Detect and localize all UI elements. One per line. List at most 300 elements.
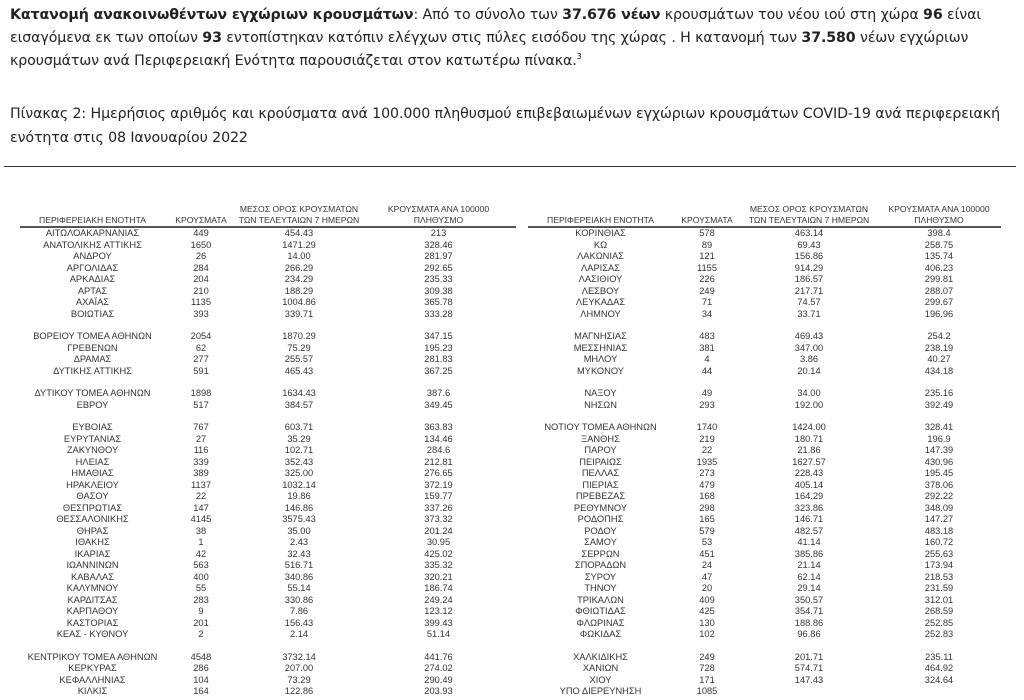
cases-cell: 38	[195, 525, 207, 536]
region-cell: ΠΙΕΡΙΑΣ	[582, 479, 619, 490]
footnote-ref[interactable]: 3	[576, 52, 582, 61]
avg7-cell: 1471.29	[282, 239, 316, 250]
avg7-cell: 1870.29	[282, 331, 316, 341]
cases-cell: 277	[193, 354, 209, 364]
per100k-cell: 274.02	[424, 663, 453, 673]
cases-cell: 1935	[696, 456, 718, 467]
region-cell: ΘΕΣΠΡΩΤΙΑΣ	[62, 502, 123, 513]
intro-bold-lead: Κατανομή ανακοινωθέντων εγχώριων κρουσμάτων	[10, 7, 414, 23]
avg7-cell: 32.43	[287, 548, 311, 559]
per100k-cell: 378.06	[924, 479, 954, 490]
cases-cell: 286	[193, 663, 209, 673]
region-cell: ΛΗΜΝΟΥ	[580, 308, 621, 319]
region-cell: ΜΗΛΟΥ	[583, 354, 618, 364]
per100k-cell: 387.6	[426, 388, 451, 398]
cases-cell: 1135	[191, 297, 211, 307]
table-row	[528, 240, 1001, 252]
table-row	[20, 663, 516, 675]
per100k-cell: 195.45	[924, 468, 954, 478]
cases-cell: 1155	[697, 262, 717, 273]
cases-cell: 34	[701, 308, 713, 319]
table-row	[528, 343, 1001, 355]
avg7-cell: 465.43	[284, 365, 314, 376]
per100k-cell: 238.19	[924, 342, 954, 353]
cases-cell: 104	[193, 674, 209, 685]
table-row	[528, 309, 1001, 321]
table-row	[20, 263, 516, 275]
cases-cell: 164	[193, 686, 209, 696]
cases-cell: 400	[193, 571, 209, 582]
region-cell: ΑΙΤΩΛΟΑΚΑΡΝΑΝΙΑΣ	[45, 228, 140, 238]
avg7-cell: 146.71	[794, 514, 824, 524]
cases-cell: 147	[193, 502, 209, 513]
table-row	[20, 343, 516, 355]
region-cell: ΑΝΔΡΟΥ	[73, 251, 112, 261]
avg7-cell: 454.43	[284, 228, 314, 238]
intro-text: νέων εγχώριων κρουσμάτων ανά Περιφερειακή Ενότητα παρουσιάζεται στον κατωτέρω πίνακα.	[10, 30, 969, 69]
gate-cases: 93	[202, 30, 222, 46]
region-cell: ΚΟΡΙΝΘΙΑΣ	[575, 228, 626, 238]
table-row	[528, 491, 1001, 503]
table-row	[528, 675, 1001, 687]
per100k-cell: 51.14	[426, 629, 451, 639]
avg7-cell: 29.14	[797, 583, 821, 593]
avg7-cell: 217.71	[794, 285, 824, 296]
avg7-cell: 75.29	[287, 342, 311, 353]
cases-cell: 2	[198, 629, 204, 639]
avg7-cell: 35.29	[287, 433, 311, 444]
cases-cell: 47	[701, 571, 713, 582]
table-row	[20, 422, 516, 434]
table-row	[528, 526, 1001, 538]
table-row	[20, 560, 516, 572]
region-cell: ΚΩ	[593, 239, 608, 250]
region-cell: ΠΑΡΟΥ	[584, 445, 617, 455]
table-row	[528, 331, 1001, 343]
region-cell: ΡΟΔΟΥ	[584, 525, 617, 536]
region-cell: ΦΩΚΙΔΑΣ	[579, 629, 622, 639]
avg7-cell: 228.43	[794, 468, 824, 478]
table-row	[20, 434, 516, 446]
avg7-cell: 354.71	[794, 606, 824, 616]
avg7-cell: 350.57	[794, 594, 824, 605]
table-row	[528, 354, 1001, 366]
table-row	[528, 503, 1001, 515]
avg7-cell: 3732.14	[282, 651, 316, 662]
cases-cell: 728	[699, 663, 715, 673]
per100k-cell: 203.93	[424, 686, 453, 696]
cases-cell: 27	[195, 433, 207, 444]
avg7-cell: 188.29	[284, 285, 314, 296]
region-cell: ΧΑΝΙΩΝ	[582, 663, 619, 673]
table-row	[528, 468, 1001, 480]
per100k-cell: 365.78	[424, 297, 453, 307]
cases-cell: 517	[193, 399, 209, 410]
cases-cell: 116	[193, 445, 209, 455]
table-row	[528, 480, 1001, 492]
cases-cell: 249	[699, 651, 715, 662]
region-cell: ΒΟΙΩΤΙΑΣ	[70, 308, 115, 319]
avg7-cell: 1424.00	[792, 422, 826, 432]
avg7-cell: 463.14	[794, 228, 824, 238]
table-row	[528, 286, 1001, 298]
cases-cell: 339	[193, 456, 209, 467]
avg7-cell: 180.71	[794, 433, 824, 444]
cases-cell: 449	[193, 228, 209, 238]
divider	[4, 166, 1016, 167]
table-row	[20, 388, 516, 400]
table-row	[528, 228, 1001, 240]
cases-cell: 168	[699, 491, 715, 501]
header-cases: ΚΡΟΥΣΜΑΤΑ	[175, 215, 227, 225]
per100k-cell: 213	[430, 228, 447, 238]
region-cell: ΑΡΤΑΣ	[77, 285, 108, 296]
intro-text: κρουσμάτων του νέου ιού στη χώρα	[660, 7, 924, 23]
table-row	[528, 663, 1001, 675]
table-row	[528, 251, 1001, 263]
cases-cell: 22	[701, 445, 713, 455]
header-region: ΠΕΡΙΦΕΡΕΙΑΚΗ ΕΝΟΤΗΤΑ	[547, 215, 654, 225]
per100k-cell: 434.18	[924, 365, 954, 376]
per100k-cell: 276.65	[424, 468, 453, 478]
per100k-cell: 328.41	[924, 422, 954, 432]
region-cell: ΚΑΣΤΟΡΙΑΣ	[66, 617, 119, 628]
cases-cell: 389	[193, 468, 209, 478]
cases-cell: 273	[699, 468, 715, 478]
cases-cell: 479	[699, 479, 715, 490]
per100k-cell: 333.28	[424, 308, 453, 319]
table-row	[20, 366, 516, 378]
region-cell: ΕΥΡΥΤΑΝΙΑΣ	[63, 433, 122, 444]
region-cell: ΚΙΛΚΙΣ	[77, 686, 108, 696]
table-row	[528, 514, 1001, 526]
table-row	[20, 468, 516, 480]
avg7-cell: 33.71	[797, 308, 821, 319]
avg7-cell: 74.57	[797, 297, 821, 307]
table-row	[528, 434, 1001, 446]
cases-cell: 1740	[696, 422, 718, 432]
table-row	[528, 400, 1001, 412]
per100k-cell: 147.39	[924, 445, 954, 455]
table-row	[528, 549, 1001, 561]
region-cell: ΚΑΒΑΛΑΣ	[71, 571, 114, 582]
table-caption: Πίνακας 2: Ημερήσιος αριθμός και κρούσματα ανά 100.000 πληθυσμού επιβεβαιωμένων εγχώριων κρουσμάτων COVID-19 ανά περιφερειακή ενότητα στις 08 Ιανουαρίου 2022	[10, 106, 1000, 146]
region-cell: ΕΥΒΟΙΑΣ	[72, 422, 113, 432]
per100k-cell: 373.32	[424, 514, 453, 524]
region-cell: ΠΡΕΒΕΖΑΣ	[575, 491, 626, 501]
avg7-cell: 469.43	[794, 331, 824, 341]
per100k-cell: 212.81	[424, 456, 453, 467]
intro-text: : Από το σύνολο των	[413, 7, 563, 23]
cases-cell: 579	[699, 525, 715, 536]
avg7-cell: 146.86	[284, 502, 314, 513]
table-header	[20, 196, 516, 228]
table-row	[528, 297, 1001, 309]
region-cell: ΑΧΑΪΑΣ	[75, 297, 110, 307]
per100k-cell: 372.19	[424, 479, 453, 490]
cases-cell: 578	[699, 228, 715, 238]
cases-cell: 53	[701, 537, 713, 547]
per100k-cell: 406.23	[924, 262, 954, 273]
cases-cell: 204	[193, 274, 209, 284]
header-per100k: ΚΡΟΥΣΜΑΤΑ ΑΝΑ 100000 ΠΛΗΘΥΣΜΟ	[888, 204, 990, 225]
region-cell: ΔΥΤΙΚΗΣ ΑΤΤΙΚΗΣ	[53, 365, 132, 376]
avg7-cell: 3575.43	[282, 514, 316, 524]
avg7-cell: 914.29	[794, 262, 824, 273]
cases-cell: 130	[699, 617, 715, 628]
cases-cell: 226	[699, 274, 715, 284]
avg7-cell: 147.43	[794, 674, 824, 685]
region-cell: ΚΑΛΥΜΝΟΥ	[66, 583, 119, 593]
per100k-cell: 268.59	[924, 606, 954, 616]
cases-cell: 71	[701, 297, 713, 307]
table-row	[20, 514, 516, 526]
header-per100k: ΚΡΟΥΣΜΑΤΑ ΑΝΑ 100000 ΠΛΗΘΥΣΜΟ	[387, 204, 490, 225]
table-row	[20, 286, 516, 298]
avg7-cell: 234.29	[284, 274, 314, 284]
table-row	[528, 537, 1001, 549]
region-cell: ΚΕΡΚΥΡΑΣ	[68, 663, 117, 673]
region-cell: ΒΟΡΕΙΟΥ ΤΟΜΕΑ ΑΘΗΝΩΝ	[33, 331, 152, 341]
cases-cell: 20	[701, 583, 713, 593]
cases-cell: 102	[699, 629, 715, 639]
region-cell: ΛΑΣΙΘΙΟΥ	[578, 274, 623, 284]
cases-cell: 4	[704, 354, 710, 364]
table-row	[20, 652, 516, 664]
region-cell: ΙΘΑΚΗΣ	[75, 537, 110, 547]
region-cell: ΚΕΝΤΡΙΚΟΥ ΤΟΜΕΑ ΑΘΗΝΩΝ	[27, 651, 158, 662]
region-cell: ΚΕΦΑΛΛΗΝΙΑΣ	[59, 674, 126, 685]
cases-cell: 62	[195, 342, 207, 353]
region-cell: ΝΑΞΟΥ	[584, 388, 617, 398]
per100k-cell: 30.95	[426, 537, 451, 547]
avg7-cell: 41.14	[797, 537, 821, 547]
region-cell: ΤΗΝΟΥ	[584, 583, 617, 593]
per100k-cell: 348.09	[924, 502, 954, 513]
table-body	[528, 228, 1001, 698]
region-cell: ΣΑΜΟΥ	[584, 537, 617, 547]
region-cell: ΧΙΟΥ	[589, 674, 612, 685]
per100k-cell: 195.23	[424, 342, 453, 353]
avg7-cell: 2.43	[289, 537, 309, 547]
avg7-cell: 1627.57	[792, 456, 826, 467]
per100k-cell: 288.07	[924, 285, 954, 296]
table-row	[20, 549, 516, 561]
per100k-cell: 40.27	[927, 354, 951, 364]
per100k-cell: 430.96	[924, 456, 954, 467]
avg7-cell: 352.43	[284, 456, 314, 467]
cases-cell: 55	[195, 583, 207, 593]
avg7-cell: 201.71	[794, 651, 824, 662]
region-cell: ΝΗΣΩΝ	[584, 399, 617, 410]
per100k-cell: 135.74	[924, 251, 954, 261]
avg7-cell: 3.86	[799, 354, 819, 364]
intro-paragraph	[10, 4, 1014, 73]
per100k-cell: 196.9	[927, 433, 951, 444]
avg7-cell	[741, 686, 877, 698]
cases-cell: 89	[701, 239, 713, 250]
per100k-cell: 159.77	[424, 491, 453, 501]
table-row	[20, 274, 516, 286]
intro-text: είναι εισαγόμενα εκ των οποίων	[10, 7, 982, 46]
per100k-cell: 231.59	[924, 583, 954, 593]
per100k-cell: 252.83	[924, 629, 954, 639]
per100k-cell: 147.27	[924, 514, 954, 524]
region-cell: ΣΥΡΟΥ	[584, 571, 617, 582]
table-row	[528, 618, 1001, 630]
avg7-cell: 266.29	[284, 262, 314, 273]
per100k-cell: 309.38	[424, 285, 453, 296]
region-cell: ΔΥΤΙΚΟΥ ΤΟΜΕΑ ΑΘΗΝΩΝ	[34, 388, 151, 398]
avg7-cell: 20.14	[797, 365, 821, 376]
table-row	[20, 537, 516, 549]
avg7-cell: 603.71	[284, 422, 314, 432]
region-cell: ΓΡΕΒΕΝΩΝ	[67, 342, 118, 353]
table-row	[20, 480, 516, 492]
per100k-cell: 235.16	[924, 388, 954, 398]
total-new-cases: 37.676 νέων	[562, 7, 661, 23]
table-row	[20, 572, 516, 584]
per100k-cell	[877, 686, 1001, 698]
header-avg7: ΜΕΣΟΣ ΟΡΟΣ ΚΡΟΥΣΜΑΤΩΝ ΤΩΝ ΤΕΛΕΥΤΑΙΩΝ 7 ΗΜΕΡΩΝ	[238, 204, 360, 225]
avg7-cell: 384.57	[284, 399, 314, 410]
region-cell: ΔΡΑΜΑΣ	[73, 354, 112, 364]
region-cell: ΜΑΓΝΗΣΙΑΣ	[574, 331, 627, 341]
region-cell: ΚΕΑΣ - ΚΥΘΝΟΥ	[56, 629, 129, 639]
cases-cell: 22	[195, 491, 207, 501]
region-cell: ΜΕΣΣΗΝΙΑΣ	[573, 342, 628, 353]
table-row	[20, 400, 516, 412]
region-cell: ΗΡΑΚΛΕΙΟΥ	[66, 479, 119, 490]
per100k-cell: 254.2	[927, 331, 951, 341]
region-cell: ΠΕΙΡΑΙΩΣ	[579, 456, 622, 467]
cases-cell: 4548	[190, 651, 212, 662]
avg7-cell: 102.71	[284, 445, 314, 455]
cases-cell: 49	[701, 388, 713, 398]
table-header	[528, 196, 1001, 228]
per100k-cell: 398.4	[927, 228, 951, 238]
table-row	[20, 606, 516, 618]
avg7-cell: 1032.14	[282, 479, 316, 490]
table-row	[20, 583, 516, 595]
domestic-cases: 37.580	[801, 30, 856, 46]
avg7-cell: 19.86	[287, 491, 311, 501]
cases-cell: 2054	[190, 331, 212, 341]
cases-cell: 201	[193, 617, 209, 628]
region-cell: ΚΑΡΔΙΤΣΑΣ	[67, 594, 118, 605]
cases-cell: 42	[195, 548, 207, 559]
per100k-cell: 123.12	[424, 606, 453, 616]
cases-cell: 171	[699, 674, 715, 685]
table-row	[20, 228, 516, 240]
avg7-cell: 1634.43	[282, 388, 316, 398]
region-cell: ΑΡΓΟΛΙΔΑΣ	[66, 262, 119, 273]
per100k-cell: 464.92	[924, 663, 954, 673]
per100k-cell: 290.49	[424, 674, 453, 685]
cases-cell: 24	[701, 560, 713, 570]
per100k-cell: 284.6	[426, 445, 451, 455]
cases-cell: 293	[699, 399, 715, 410]
region-cell: ΥΠΟ ΔΙΕΡΕΥΝΗΣΗ	[559, 686, 642, 696]
per100k-cell: 324.64	[924, 674, 954, 685]
table-row	[528, 652, 1001, 664]
per100k-cell: 399.43	[424, 617, 453, 628]
cases-cell: 219	[699, 433, 715, 444]
region-cell: ΗΛΕΙΑΣ	[75, 456, 110, 467]
cases-cell: 563	[193, 560, 209, 570]
table-row	[528, 422, 1001, 434]
cases-cell: 165	[699, 514, 715, 524]
per100k-cell: 367.25	[424, 365, 453, 376]
avg7-cell: 339.71	[284, 308, 314, 319]
region-cell: ΣΕΡΡΩΝ	[581, 548, 620, 559]
table-row	[20, 629, 516, 641]
per100k-cell: 392.49	[924, 399, 954, 410]
region-cell: ΛΑΚΩΝΙΑΣ	[577, 251, 624, 261]
avg7-cell: 14.00	[287, 251, 311, 261]
avg7-cell: 330.86	[284, 594, 314, 605]
avg7-cell: 192.00	[794, 399, 824, 410]
avg7-cell: 21.14	[797, 560, 821, 570]
region-cell: ΛΕΥΚΑΔΑΣ	[575, 297, 626, 307]
table-row	[20, 491, 516, 503]
region-cell: ΗΜΑΘΙΑΣ	[71, 468, 114, 478]
cases-cell: 210	[193, 285, 209, 296]
cases-cell: 298	[699, 502, 715, 513]
per100k-cell: 292.22	[924, 491, 954, 501]
avg7-cell: 7.86	[289, 606, 309, 616]
cases-cell: 451	[699, 548, 715, 559]
per100k-cell: 441.76	[424, 651, 453, 662]
per100k-cell: 347.15	[424, 331, 453, 341]
avg7-cell: 156.86	[794, 251, 824, 261]
table-row	[528, 274, 1001, 286]
avg7-cell: 516.71	[284, 560, 314, 570]
avg7-cell: 122.86	[284, 686, 314, 696]
per100k-cell: 281.97	[424, 251, 453, 261]
avg7-cell: 2.14	[289, 629, 309, 639]
avg7-cell: 323.86	[794, 502, 824, 513]
cases-cell: 1650	[190, 239, 212, 250]
table-row	[20, 595, 516, 607]
cases-cell: 409	[699, 594, 715, 605]
region-cell: ΑΡΚΑΔΙΑΣ	[69, 274, 116, 284]
table-row	[20, 526, 516, 538]
header-cases: ΚΡΟΥΣΜΑΤΑ	[681, 215, 733, 225]
region-cell: ΛΕΣΒΟΥ	[581, 285, 620, 296]
region-cell: ΧΑΛΚΙΔΙΚΗΣ	[573, 651, 628, 662]
avg7-cell: 482.57	[794, 525, 824, 536]
region-cell: ΘΗΡΑΣ	[76, 525, 109, 536]
per100k-cell: 335.32	[424, 560, 453, 570]
avg7-cell: 385.86	[794, 548, 824, 559]
per100k-cell: 328.46	[424, 239, 453, 250]
per100k-cell: 235.33	[424, 274, 453, 284]
avg7-cell: 325.00	[284, 468, 314, 478]
region-cell: ΘΑΣΟΥ	[76, 491, 109, 501]
header-region: ΠΕΡΙΦΕΡΕΙΑΚΗ ΕΝΟΤΗΤΑ	[39, 215, 146, 225]
cases-cell: 1137	[191, 479, 211, 490]
per100k-cell: 312.01	[924, 594, 954, 605]
cases-cell: 591	[193, 365, 209, 376]
cases-cell: 4145	[190, 514, 212, 524]
per100k-cell: 173.94	[924, 560, 954, 570]
table-right	[528, 196, 1001, 698]
region-cell: ΜΥΚΟΝΟΥ	[577, 365, 624, 376]
avg7-cell: 1004.86	[282, 297, 316, 307]
table-row	[20, 297, 516, 309]
table-row	[20, 457, 516, 469]
